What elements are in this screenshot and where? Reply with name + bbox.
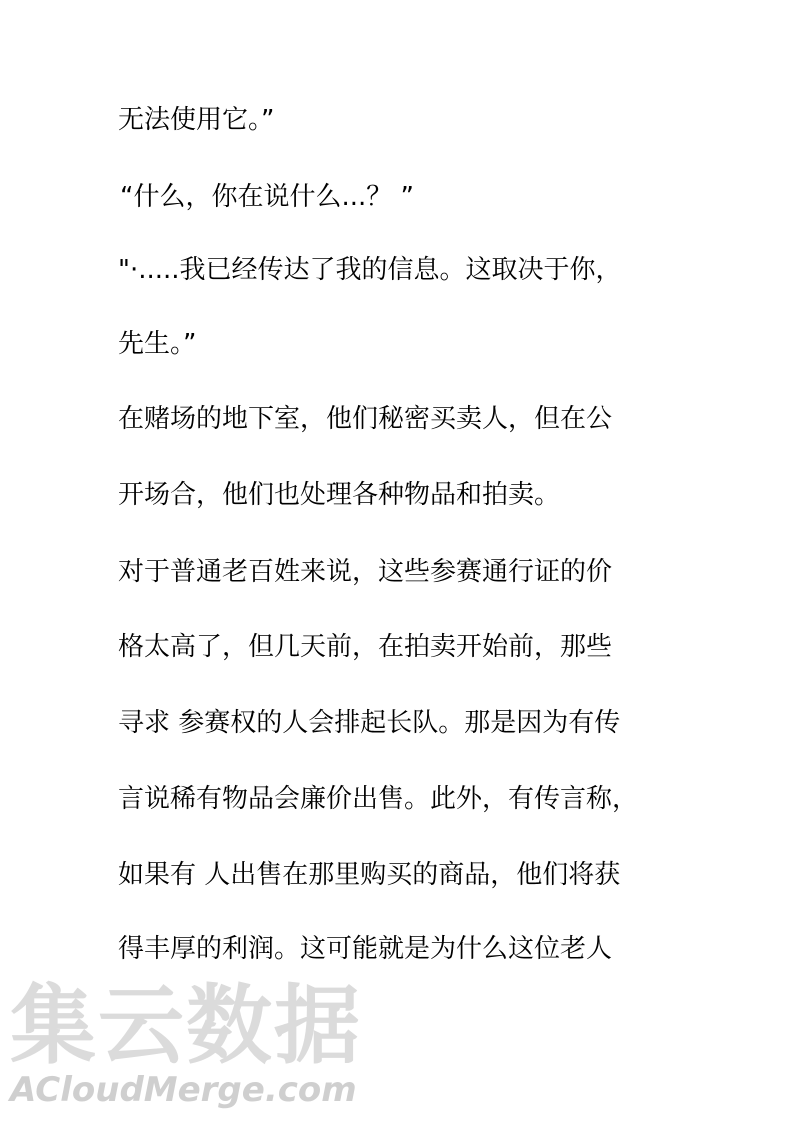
text-line: 先生。” bbox=[118, 329, 197, 359]
text-line: 格太高了，但几天前，在拍卖开始前，那些 bbox=[118, 632, 613, 662]
text-line: 得丰厚的利润。这可能就是为什么这位老人 bbox=[118, 934, 613, 964]
watermark-english-text: ACloudMerge.com bbox=[10, 1070, 357, 1110]
watermark-chinese-text: 集云数据 bbox=[10, 976, 362, 1076]
text-line: 对于普通老百姓来说，这些参赛通行证的价 bbox=[118, 557, 613, 587]
text-line: 如果有 人出售在那里购买的商品，他们将获 bbox=[118, 860, 621, 890]
text-line: 开场合，他们也处理各种物品和拍卖。 bbox=[118, 480, 561, 510]
text-line: 无法使用它。” bbox=[118, 105, 275, 135]
text-line: 在赌场的地下室，他们秘密买卖人，但在公 bbox=[118, 404, 613, 434]
text-line: 言说稀有物品会廉价出售。此外，有传言称， bbox=[118, 784, 639, 814]
text-line: “什么，你在说什么...？ ” bbox=[120, 182, 414, 212]
text-line: "·.....我已经传达了我的信息。这取决于你， bbox=[118, 255, 622, 285]
text-line: 寻求 参赛权的人会排起长队。那是因为有传 bbox=[118, 708, 621, 738]
watermark bbox=[6, 978, 426, 1118]
